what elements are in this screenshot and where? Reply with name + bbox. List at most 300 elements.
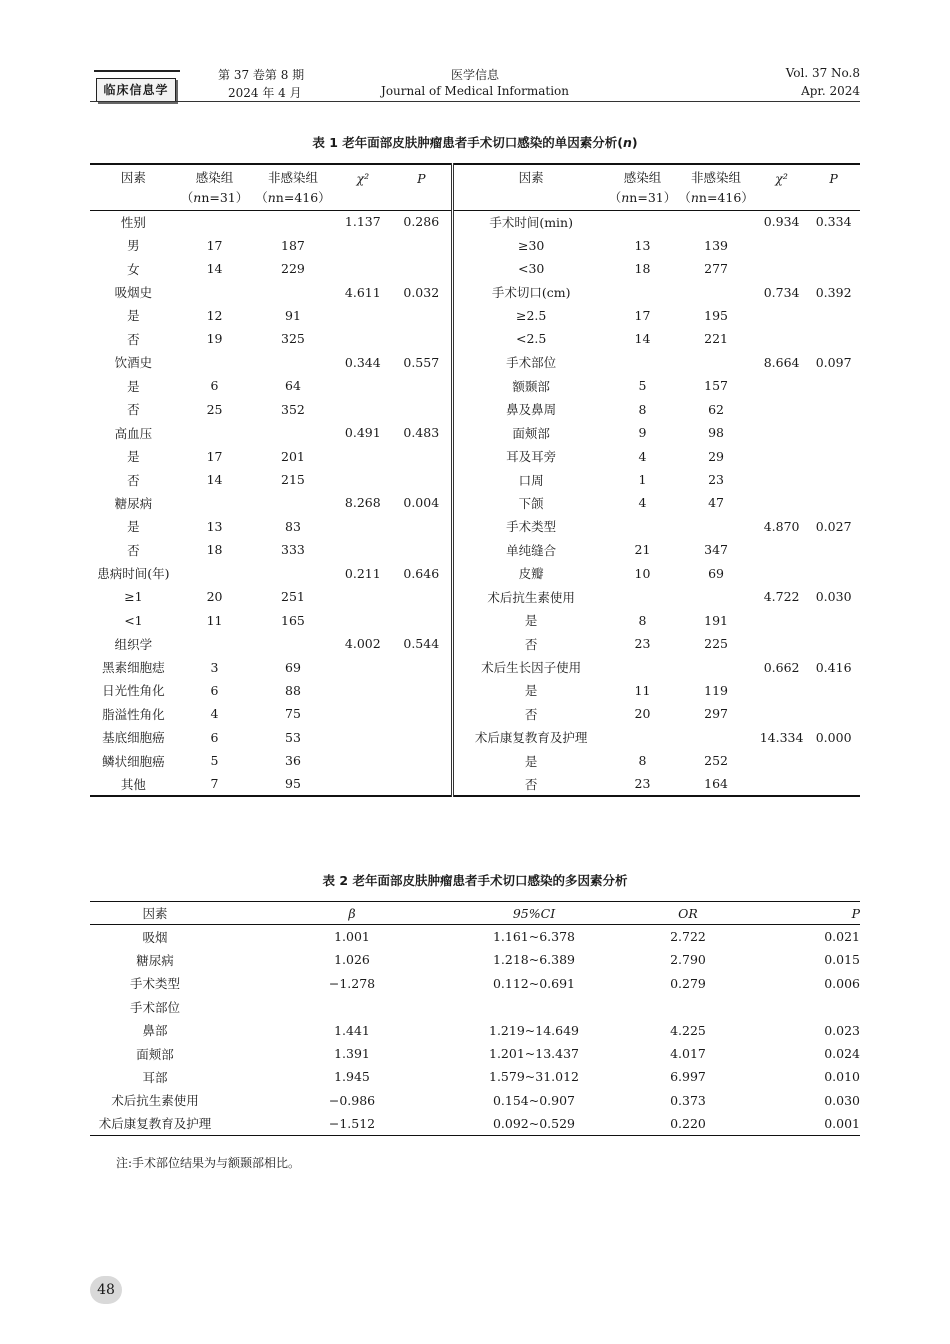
t2-cell-factor: 耳部 [142,1069,168,1085]
cell-right-p [807,398,860,421]
cell-right-a: 4 [638,448,647,464]
journal-title-cn: 医学信息 [450,68,499,82]
cell-right-b [676,210,756,233]
cell-left-factor: 否 [127,472,140,488]
cell-right-chi2 [756,702,807,725]
t2-cell-factor: 手术类型 [129,976,180,992]
cell-right-factor: 口周 [518,472,544,488]
cell-right-p [807,562,860,585]
cell-left-p [392,538,452,561]
cell-right-factor: 否 [524,706,538,722]
cell-right-a: 23 [609,773,677,796]
cell-right-b: 347 [704,542,728,558]
cell-right-p [807,257,860,280]
table-row [90,995,860,1018]
cell-right-b: 119 [704,682,728,698]
cell-right-p [807,491,860,514]
cell-right-a: 20 [634,706,651,722]
cell-left-p [392,773,452,796]
table-row [90,210,860,233]
t2-cell-ci: 1.579~31.012 [489,1069,579,1085]
cell-right-p: 0.416 [815,659,852,675]
t2-cell-ci: 0.154~0.907 [492,1092,576,1108]
cell-left-b: 88 [285,682,301,698]
t2-col-p [792,902,860,925]
date-en: Apr. 2024 [801,84,860,98]
cell-right-chi2 [756,444,807,467]
cell-left-a [177,210,252,233]
cell-right-b: 277 [704,261,728,277]
cell-left-factor: 糖尿病 [114,495,153,511]
cell-right-p: 0.334 [815,214,852,230]
cell-right-b: 139 [704,237,728,253]
cell-left-p [392,608,452,631]
cell-right-p: 0.000 [815,729,852,745]
cell-left-chi2 [334,655,392,678]
cell-right-factor: ≥2.5 [515,307,547,323]
t2-cell-beta: −0.986 [328,1092,376,1108]
cell-left-chi2 [334,398,392,421]
t2-cell-ci: 1.161~6.378 [492,929,576,945]
t2-cell-beta: −1.278 [328,975,376,991]
cell-left-b [252,351,334,374]
t2-cell-or: 0.373 [670,1092,706,1108]
cell-right-chi2: 0.934 [763,214,800,230]
cell-left-chi2 [334,374,392,397]
cell-right-chi2 [756,327,807,350]
table1-caption-n: n [623,135,632,150]
cell-right-factor: 否 [524,636,538,652]
t2-cell-or [584,995,792,1018]
cell-right-p: 0.097 [815,354,852,370]
cell-left-a [177,280,252,303]
cell-right-factor: 耳及耳旁 [506,449,557,465]
cell-right-chi2 [756,421,807,444]
cell-right-b [676,351,756,374]
cell-right-b: 252 [704,753,728,769]
cell-left-chi2 [334,773,392,796]
cell-left-b [252,280,334,303]
cell-left-factor: 性别 [120,214,146,230]
cell-right-chi2 [756,632,807,655]
cell-left-p: 0.032 [392,280,452,303]
cell-left-b: 325 [281,331,305,347]
p-label: P [851,905,860,921]
table-row [90,491,860,514]
table-row [90,585,860,608]
cell-left-chi2 [334,679,392,702]
cell-right-b: 195 [704,307,728,323]
cell-right-chi2: 4.722 [763,589,800,605]
cell-left-a [177,351,252,374]
cell-right-a: 18 [634,261,651,277]
cell-right-factor: 鼻及鼻周 [506,402,557,418]
t2-cell-ci: 0.092~0.529 [484,1112,584,1135]
cell-right-a: 1 [638,472,647,488]
cell-right-a: 8 [638,401,647,417]
page-number: 48 [90,1276,122,1304]
table1-caption-prefix: 表 1 老年面部皮肤肿瘤患者手术切口感染的单因素分析( [312,135,623,150]
t2-cell-beta [220,995,484,1018]
cell-right-factor: 是 [524,753,538,769]
t2-cell-factor: 术后康复教育及护理 [90,1112,220,1135]
cell-left-a: 12 [206,307,223,323]
table1-caption [90,133,860,151]
cell-left-factor: 其他 [90,773,177,796]
cell-right-a: 21 [634,542,651,558]
cell-left-p [392,444,452,467]
cell-left-a: 14 [206,261,223,277]
t2-cell-p: 0.030 [824,1092,860,1108]
table-row [90,444,860,467]
cell-right-a [609,280,677,303]
t2-cell-p: 0.010 [824,1069,860,1085]
col-p-right [807,164,860,188]
cell-left-p: 0.544 [392,632,452,655]
cell-right-b: 69 [708,565,725,581]
cell-left-chi2: 4.611 [344,284,381,300]
cell-left-a [177,491,252,514]
t2-cell-ci [484,995,584,1018]
table-row [90,702,860,725]
cell-right-a [609,655,677,678]
table-row [90,1089,860,1112]
cell-right-b: 47 [708,495,725,511]
cell-right-b [676,726,756,749]
cell-left-b: 187 [281,237,305,253]
cell-right-factor: 皮瓣 [518,566,544,582]
cell-left-factor: 是 [127,308,140,324]
cell-left-p [392,257,452,280]
table-row [90,948,860,971]
cell-right-b [676,585,756,608]
col-factor: 因素 [90,164,177,188]
cell-left-p: 0.004 [392,491,452,514]
cell-left-factor: 是 [127,378,140,394]
cell-left-chi2 [334,468,392,491]
table-row [90,773,860,796]
cell-right-b: 98 [708,425,725,441]
table-row [90,679,860,702]
col-infected: 感染组 [177,164,252,188]
section-badge: 临床信息学 [96,78,176,102]
cell-right-b: 157 [704,378,728,394]
cell-right-b [676,655,756,678]
t2-cell-or: 2.722 [670,929,706,945]
cell-left-b: 251 [281,589,305,605]
cell-left-a: 17 [206,448,223,464]
t2-cell-beta: 1.391 [334,1046,370,1062]
cell-right-a: 17 [634,307,651,323]
cell-right-a [609,585,677,608]
cell-left-p [392,679,452,702]
cell-right-b: 221 [704,331,728,347]
cell-left-a: 11 [206,612,223,628]
p-symbol: P [417,171,426,186]
table1 [90,163,860,797]
cell-left-a: 6 [210,682,219,698]
cell-right-a: 8 [638,753,647,769]
t2-col-beta [220,902,484,925]
ci-label: 95%CI [512,905,556,921]
cell-right-p [807,608,860,631]
table-row [90,655,860,678]
cell-left-a: 17 [206,237,223,253]
cell-right-p [807,233,860,256]
cell-left-b: 352 [281,401,305,417]
cell-right-chi2 [756,608,807,631]
cell-left-p [392,374,452,397]
table-row [90,726,860,749]
table-row [90,1042,860,1065]
cell-right-factor: 下颌 [518,495,544,511]
cell-left-p [392,233,452,256]
cell-right-p [807,327,860,350]
table-row [90,1112,860,1135]
col-noninfected-right: 非感染组 [676,164,756,188]
cell-right-b: 29 [708,448,725,464]
cell-right-b: 62 [708,401,725,417]
cell-left-factor: 高血压 [114,425,153,441]
cell-left-a: 20 [206,589,223,605]
col-infected-right: 感染组 [609,164,677,188]
cell-right-p: 0.392 [815,284,852,300]
cell-left-a: 5 [210,753,219,769]
volume-en: Vol. 37 No.8 [785,66,860,80]
infected-n: （nn=31） [177,188,252,210]
cell-left-chi2: 0.491 [344,425,381,441]
t2-cell-factor: 面颊部 [136,1046,174,1062]
cell-right-a: 13 [634,237,651,253]
cell-right-a: 4 [638,495,647,511]
beta-symbol: β [348,905,356,921]
cell-left-b: 75 [285,706,301,722]
cell-left-factor: 否 [127,402,140,418]
cell-right-p [807,421,860,444]
cell-right-factor: 额颞部 [512,378,550,394]
table2-header-row [90,902,860,925]
table-row [90,351,860,374]
infected-n-text: n=31） [201,190,249,205]
t2-cell-p: 0.024 [824,1046,860,1062]
cell-left-chi2: 4.002 [344,636,381,652]
table-row [90,632,860,655]
cell-left-b: 201 [281,448,305,464]
cell-left-factor: 是 [127,449,140,465]
cell-right-p [807,702,860,725]
col-noninfected: 非感染组 [252,164,334,188]
cell-left-a: 13 [206,518,223,534]
table1-caption-suffix: ) [631,135,638,150]
cell-right-b: 191 [704,612,728,628]
journal-title-en: Journal of Medical Information [381,84,569,98]
t2-cell-p: 0.015 [824,952,860,968]
table-note: 注:手术部位结果为与额颞部相比。 [116,1156,301,1170]
t2-cell-or: 2.790 [670,952,706,968]
col-chi2 [334,164,392,188]
t2-cell-beta: −1.512 [220,1112,484,1135]
table-row [90,304,860,327]
cell-right-factor: 术后康复教育及护理 [474,730,588,746]
col-p [392,164,452,188]
cell-left-factor: 组织学 [114,636,153,652]
cell-right-factor: 是 [524,613,538,629]
cell-left-factor: 否 [127,331,140,347]
t2-cell-p: 0.006 [824,975,860,991]
cell-left-chi2 [334,327,392,350]
cell-left-factor: 患病时间(年) [97,566,170,582]
cell-left-factor: 鳞状细胞癌 [102,753,165,769]
cell-left-chi2: 0.344 [344,354,381,370]
cell-left-factor: 黑素细胞痣 [102,660,165,676]
cell-right-factor: 面颊部 [512,425,550,441]
t2-cell-beta: 1.945 [334,1069,370,1085]
cell-left-p [392,726,452,749]
noninfected-n-right: （nn=416） [676,188,756,210]
t2-cell-beta: 1.441 [334,1022,370,1038]
cell-left-factor: 是 [127,519,140,535]
t2-cell-factor: 手术部位 [129,999,180,1015]
t2-cell-p: 0.001 [792,1112,860,1135]
cell-left-b [252,491,334,514]
cell-left-chi2 [334,585,392,608]
table-row [90,515,860,538]
cell-left-p [392,655,452,678]
cell-left-p: 0.286 [392,210,452,233]
cell-left-chi2: 0.211 [344,565,381,581]
cell-left-factor: 女 [127,261,140,277]
volume-cn: 第 37 卷第 8 期 [218,68,305,82]
cell-right-chi2: 8.664 [763,354,800,370]
table-row [90,538,860,561]
noninfected-n-text: n=416） [275,190,331,205]
table-row [90,468,860,491]
cell-left-p [392,702,452,725]
cell-right-b: 164 [676,773,756,796]
table2-caption: 表 2 老年面部皮肤肿瘤患者手术切口感染的多因素分析 [322,873,628,888]
t2-cell-or: 4.225 [670,1022,706,1038]
cell-left-b: 36 [285,753,301,769]
cell-left-factor: 基底细胞癌 [102,730,165,746]
t2-cell-factor: 鼻部 [142,1023,168,1039]
cell-right-chi2 [756,491,807,514]
cell-left-b: 229 [281,261,305,277]
t2-cell-or: 6.997 [670,1069,706,1085]
cell-right-a: 23 [634,636,651,652]
cell-left-factor: 日光性角化 [102,683,165,699]
cell-left-b [252,562,334,585]
running-header [90,64,860,106]
cell-right-p: 0.027 [815,518,852,534]
noninfected-n: （nn=416） [252,188,334,210]
table1-body [90,210,860,796]
t2-cell-factor: 吸烟 [142,929,168,945]
cell-right-p [807,444,860,467]
cell-left-b [252,632,334,655]
cell-right-factor: 手术部位 [506,355,557,371]
cell-right-chi2 [756,749,807,772]
cell-right-p [807,468,860,491]
t2-cell-or: 4.017 [670,1046,706,1062]
cell-right-factor: <2.5 [515,331,547,347]
cell-left-factor: ≥1 [124,589,143,605]
cell-right-chi2 [756,773,807,796]
cell-right-a: 9 [638,425,647,441]
cell-left-p: 0.557 [392,351,452,374]
cell-left-a [177,562,252,585]
cell-right-factor: 术后抗生素使用 [487,589,575,605]
table2 [90,901,860,1136]
col-factor-right: 因素 [452,164,609,188]
table-row [90,925,860,948]
cell-right-p [807,632,860,655]
infected-n-text: n=31） [629,190,677,205]
cell-right-a: 11 [634,682,651,698]
cell-right-p: 0.030 [815,589,852,605]
cell-left-p [392,749,452,772]
cell-right-chi2 [756,562,807,585]
cell-left-chi2 [334,538,392,561]
cell-left-factor: 否 [127,542,140,558]
cell-left-chi2 [334,304,392,327]
t2-col-or [584,902,792,925]
cell-right-chi2 [756,398,807,421]
cell-left-chi2: 1.137 [344,214,381,230]
t2-cell-ci: 1.218~6.389 [492,952,576,968]
cell-right-chi2 [756,233,807,256]
cell-left-b: 165 [281,612,305,628]
table-row [90,327,860,350]
table-row [90,421,860,444]
cell-left-a: 25 [206,401,223,417]
cell-left-factor: <1 [124,612,143,628]
t2-cell-beta: 1.026 [334,952,370,968]
cell-left-b: 64 [285,378,301,394]
cell-right-chi2 [756,304,807,327]
cell-left-chi2 [334,233,392,256]
cell-right-a [609,351,677,374]
cell-left-a: 7 [177,773,252,796]
t2-cell-p: 0.021 [824,929,860,945]
cell-right-factor: 是 [524,683,538,699]
cell-left-b: 53 [285,729,301,745]
cell-right-a: 14 [634,331,651,347]
t2-col-ci [484,902,584,925]
table-row [90,1065,860,1088]
table2-body [90,925,860,1136]
cell-right-chi2 [756,468,807,491]
cell-right-chi2: 14.334 [759,729,804,745]
cell-right-a [609,726,677,749]
table-row [90,562,860,585]
cell-left-chi2 [334,749,392,772]
cell-left-b [252,421,334,444]
t2-cell-or: 0.279 [670,975,706,991]
cell-right-a [609,515,677,538]
cell-right-b: 23 [708,472,725,488]
t2-cell-p [792,995,860,1018]
table-row [90,257,860,280]
cell-left-b: 215 [281,472,305,488]
date-cn: 2024 年 4 月 [228,86,302,100]
cell-right-factor: 手术类型 [506,519,557,535]
t2-cell-factor: 糖尿病 [136,952,174,968]
cell-left-factor: 饮酒史 [114,355,153,371]
cell-right-chi2 [756,374,807,397]
cell-left-p [392,468,452,491]
table-row [90,398,860,421]
p-symbol: P [829,171,838,186]
